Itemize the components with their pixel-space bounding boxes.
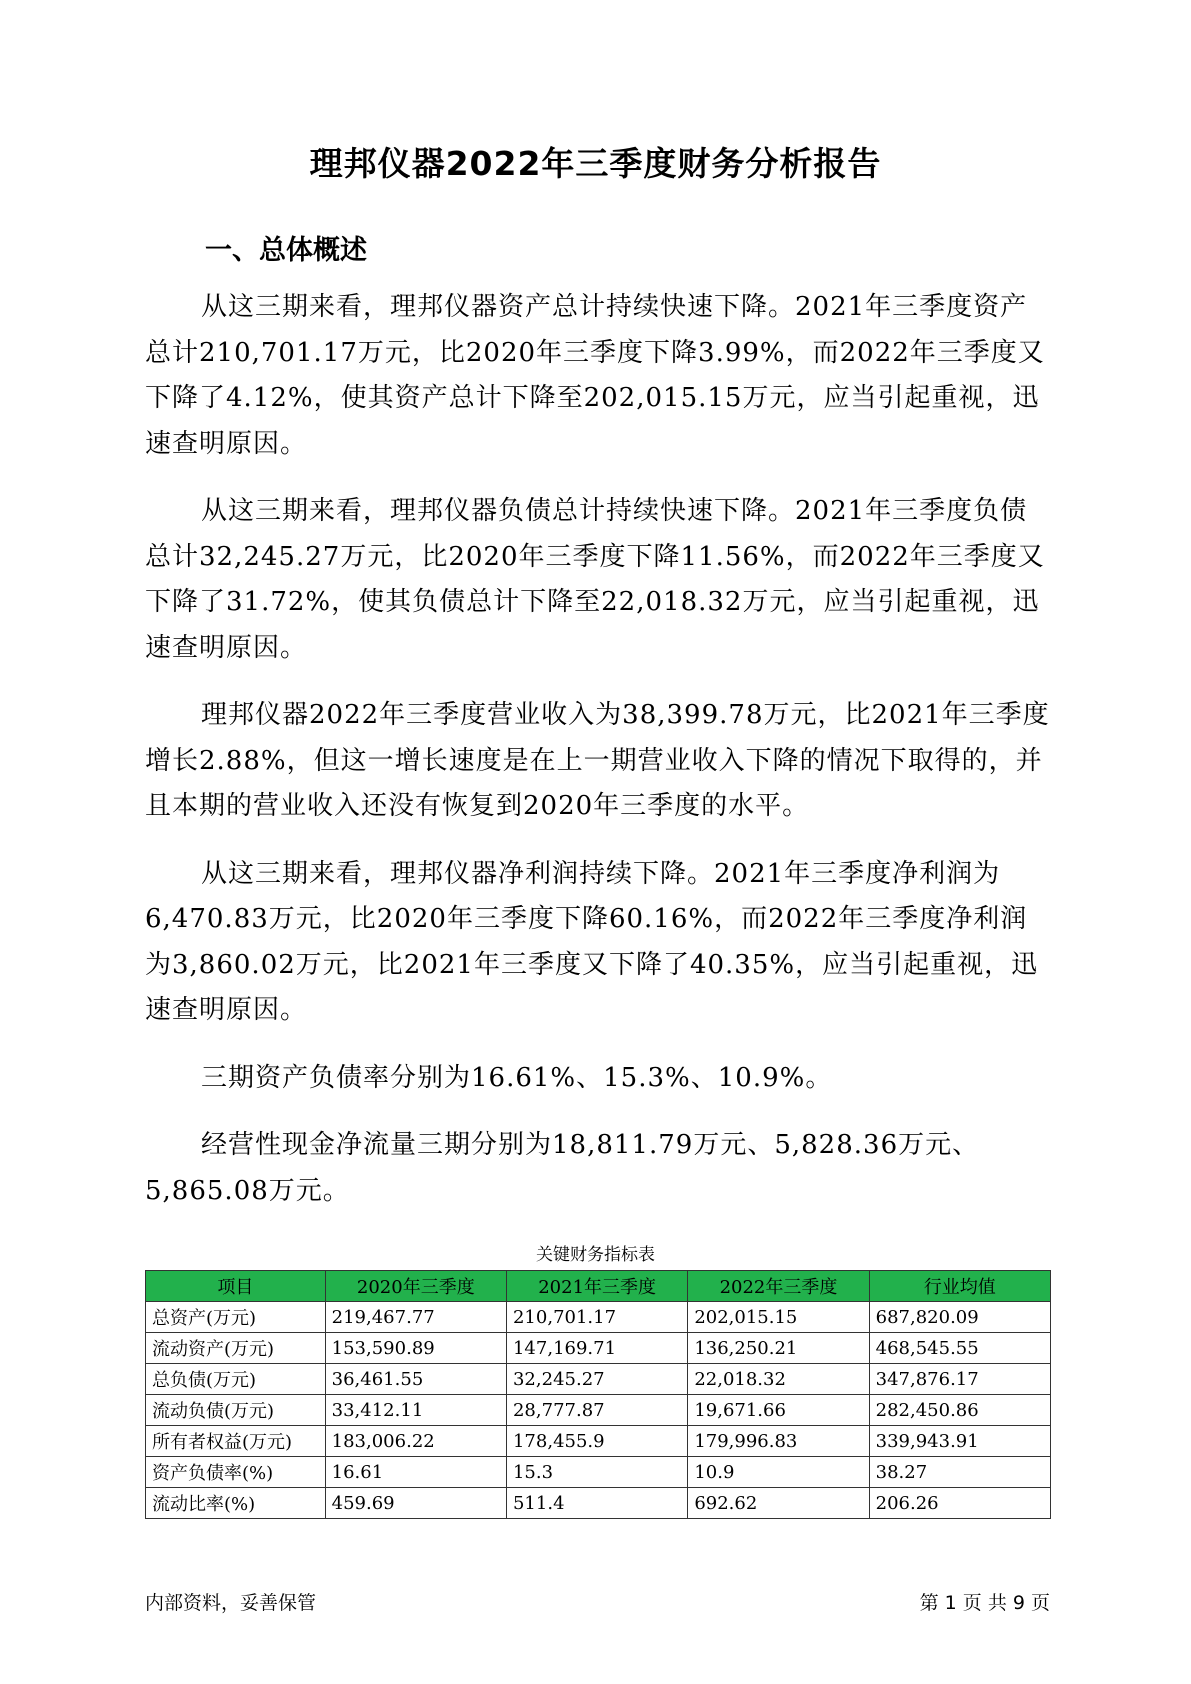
header-2020q3: 2020年三季度 <box>325 1271 506 1302</box>
table-cell: 468,545.55 <box>869 1333 1050 1364</box>
table-cell: 153,590.89 <box>325 1333 506 1364</box>
table-row <box>146 1426 1051 1457</box>
table-cell: 总负债(万元) <box>146 1364 326 1395</box>
table-cell: 38.27 <box>869 1457 1050 1488</box>
paragraph-revenue: 理邦仪器2022年三季度营业收入为38,399.78万元，比2021年三季度增长2.88%，但这一增长速度是在上一期营业收入下降的情况下取得的，并且本期的营业收入还没有恢复到2020年三季度的水平。 <box>145 700 1050 821</box>
table-cell: 36,461.55 <box>325 1364 506 1395</box>
table-cell: 10.9 <box>688 1457 869 1488</box>
section-heading: 一、总体概述 <box>205 235 367 266</box>
table-cell: 339,943.91 <box>869 1426 1050 1457</box>
table-cell: 16.61 <box>325 1457 506 1488</box>
table-cell: 32,245.27 <box>506 1364 687 1395</box>
report-title: 理邦仪器2022年三季度财务分析报告 <box>309 144 882 183</box>
paragraph-net-profit: 从这三期来看，理邦仪器净利润持续下降。2021年三季度净利润为6,470.83万元，比2020年三季度下降60.16%，而2022年三季度净利润为3,860.02万元，比2021年三季度又下降了40.35%，应当引起重视，迅速查明原因。 <box>145 858 1039 1025</box>
table-cell: 总资产(万元) <box>146 1302 326 1333</box>
header-2022q3: 2022年三季度 <box>688 1271 869 1302</box>
table-row <box>146 1457 1051 1488</box>
paragraph-assets: 从这三期来看，理邦仪器资产总计持续快速下降。2021年三季度资产总计210,701.17万元，比2020年三季度下降3.99%，而2022年三季度又下降了4.12%，使其资产总计下降至202,015.15万元，应当引起重视，迅速查明原因。 <box>145 292 1045 459</box>
table-cell: 687,820.09 <box>869 1302 1050 1333</box>
table-cell: 19,671.66 <box>688 1395 869 1426</box>
table-cell: 33,412.11 <box>325 1395 506 1426</box>
paragraph-cash-flow: 经营性现金净流量三期分别为18,811.79万元、5,828.36万元、5,865.08万元。 <box>145 1130 980 1206</box>
table-row <box>146 1488 1051 1519</box>
table-cell: 所有者权益(万元) <box>146 1426 326 1457</box>
header-industry-avg: 行业均值 <box>869 1271 1050 1302</box>
table-cell: 136,250.21 <box>688 1333 869 1364</box>
table-cell: 202,015.15 <box>688 1302 869 1333</box>
table-cell: 22,018.32 <box>688 1364 869 1395</box>
table-cell: 179,996.83 <box>688 1426 869 1457</box>
table-cell: 15.3 <box>506 1457 687 1488</box>
table-cell: 流动负债(万元) <box>146 1395 326 1426</box>
table-cell: 347,876.17 <box>869 1364 1050 1395</box>
table-caption: 关键财务指标表 <box>536 1245 655 1265</box>
table-cell: 210,701.17 <box>506 1302 687 1333</box>
table-row <box>146 1395 1051 1426</box>
header-2021q3: 2021年三季度 <box>506 1271 687 1302</box>
table-cell: 流动比率(%) <box>146 1488 326 1519</box>
paragraph-debt-ratio: 三期资产负债率分别为16.61%、15.3%、10.9%。 <box>201 1062 833 1093</box>
paragraph-liabilities: 从这三期来看，理邦仪器负债总计持续快速下降。2021年三季度负债总计32,245.27万元，比2020年三季度下降11.56%，而2022年三季度又下降了31.72%，使其负债总计下降至22,018.32万元，应当引起重视，迅速查明原因。 <box>145 496 1045 663</box>
table-cell: 147,169.71 <box>506 1333 687 1364</box>
footer-page-number: 第 1 页 共 9 页 <box>919 1592 1050 1614</box>
table-cell: 459.69 <box>325 1488 506 1519</box>
table-cell: 28,777.87 <box>506 1395 687 1426</box>
header-item: 项目 <box>146 1271 326 1302</box>
table-row <box>146 1364 1051 1395</box>
table-cell: 692.62 <box>688 1488 869 1519</box>
table-cell: 178,455.9 <box>506 1426 687 1457</box>
overview-text <box>145 285 1050 1236</box>
table-cell: 511.4 <box>506 1488 687 1519</box>
table-cell: 资产负债率(%) <box>146 1457 326 1488</box>
key-financial-table <box>145 1270 1051 1519</box>
footer-confidential-note: 内部资料，妥善保管 <box>145 1592 317 1614</box>
table-cell: 183,006.22 <box>325 1426 506 1457</box>
table-row <box>146 1333 1051 1364</box>
table-cell: 流动资产(万元) <box>146 1333 326 1364</box>
table-row <box>146 1302 1051 1333</box>
table-cell: 282,450.86 <box>869 1395 1050 1426</box>
table-cell: 206.26 <box>869 1488 1050 1519</box>
table-cell: 219,467.77 <box>325 1302 506 1333</box>
table-header-row <box>146 1271 1051 1302</box>
